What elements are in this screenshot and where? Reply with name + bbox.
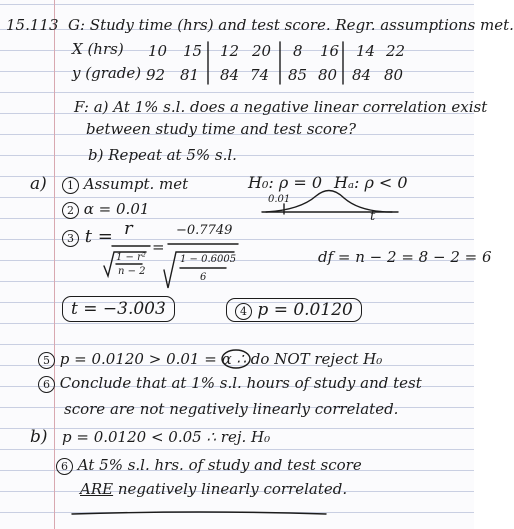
- decision-text: p = 0.0120 > 0.01 = α ∴ do NOT reject H₀: [59, 350, 383, 368]
- step-2-number: 2: [62, 202, 79, 219]
- t-axis-label: t: [370, 209, 376, 224]
- part-b-conclusion-line2: [80, 480, 347, 498]
- find-part-a-line2: between study time and test score?: [86, 120, 357, 138]
- y-cell: 81: [180, 66, 200, 84]
- t-result-box: t = −3.003: [62, 296, 175, 322]
- equals-sign: =: [152, 238, 165, 256]
- step-4-number: 4: [235, 303, 252, 320]
- r-value: −0.7749: [176, 223, 233, 238]
- part-b-label: b): [30, 427, 48, 447]
- x-cell: 20: [252, 42, 272, 60]
- y-cell: 80: [384, 66, 404, 84]
- part-b-conclusion-rest: negatively linearly correlated.: [117, 480, 348, 498]
- y-cell: 85: [288, 66, 308, 84]
- conclusion-underline: [72, 512, 326, 514]
- t-equals: t =: [84, 226, 113, 247]
- find-part-a-line1: F: a) At 1% s.l. does a negative linear correlation exist: [74, 98, 488, 116]
- x-label: X (hrs): [72, 40, 124, 58]
- part-b-step-6-number: 6: [56, 458, 73, 475]
- t-denominator-top: 1 − r²: [116, 252, 146, 263]
- part-b-conclusion: [56, 456, 362, 475]
- null-hypothesis: H₀: ρ = 0: [248, 173, 323, 192]
- degrees-of-freedom: df = n − 2 = 8 − 2 = 6: [318, 248, 492, 266]
- y-cell: 74: [250, 66, 270, 84]
- sub-denominator-top: 1 − 0.6005: [180, 254, 237, 265]
- part-b-decision: p = 0.0120 < 0.05 ∴ rej. H₀: [62, 428, 271, 446]
- p-value-text: p = 0.0120: [257, 300, 353, 320]
- p-result-box: [226, 298, 362, 322]
- problem-number: 15.113: [6, 16, 59, 34]
- alpha-tag: 0.01: [268, 194, 291, 205]
- x-cell: 8: [293, 42, 303, 60]
- conclusion-line1: Conclude that at 1% s.l. hours of study and test: [59, 374, 422, 392]
- y-cell: 92: [146, 66, 166, 84]
- part-a-label: a): [30, 174, 47, 194]
- conclusion-line2: score are not negatively linearly correlated.: [64, 400, 399, 418]
- margin-line: [54, 0, 55, 529]
- x-cell: 14: [356, 42, 376, 60]
- step-2: [62, 200, 149, 219]
- y-cell: 84: [220, 66, 240, 84]
- y-label: y (grade): [72, 64, 142, 82]
- step-3: [62, 228, 113, 247]
- x-cell: 16: [320, 42, 340, 60]
- step-3-number: 3: [62, 230, 79, 247]
- emphasis-are: ARE: [80, 480, 114, 498]
- p-result: [226, 298, 362, 322]
- sub-denominator-bottom: 6: [200, 272, 207, 283]
- step-6: [38, 374, 422, 393]
- assumptions-text: Assumpt. met: [83, 175, 189, 193]
- x-cell: 22: [386, 42, 406, 60]
- t-numerator: r: [124, 218, 133, 239]
- part-b-conclusion-line1: At 5% s.l. hrs. of study and test score: [77, 456, 362, 474]
- x-cell: 12: [220, 42, 240, 60]
- alternative-hypothesis: Hₐ: ρ < 0: [334, 173, 408, 192]
- t-denominator-bottom: n − 2: [118, 266, 146, 277]
- step-5: [38, 350, 382, 369]
- x-cell: 15: [183, 42, 203, 60]
- step-5-number: 5: [38, 352, 55, 369]
- x-cell: 10: [148, 42, 168, 60]
- step-1-number: 1: [62, 177, 79, 194]
- y-cell: 84: [352, 66, 372, 84]
- step-1: [62, 175, 188, 194]
- step-6-number: 6: [38, 376, 55, 393]
- y-cell: 80: [318, 66, 338, 84]
- alpha-text: α = 0.01: [83, 200, 150, 218]
- find-part-b: b) Repeat at 5% s.l.: [88, 146, 237, 164]
- given-statement: G: Study time (hrs) and test score. Regr. assumptions met.: [68, 16, 514, 34]
